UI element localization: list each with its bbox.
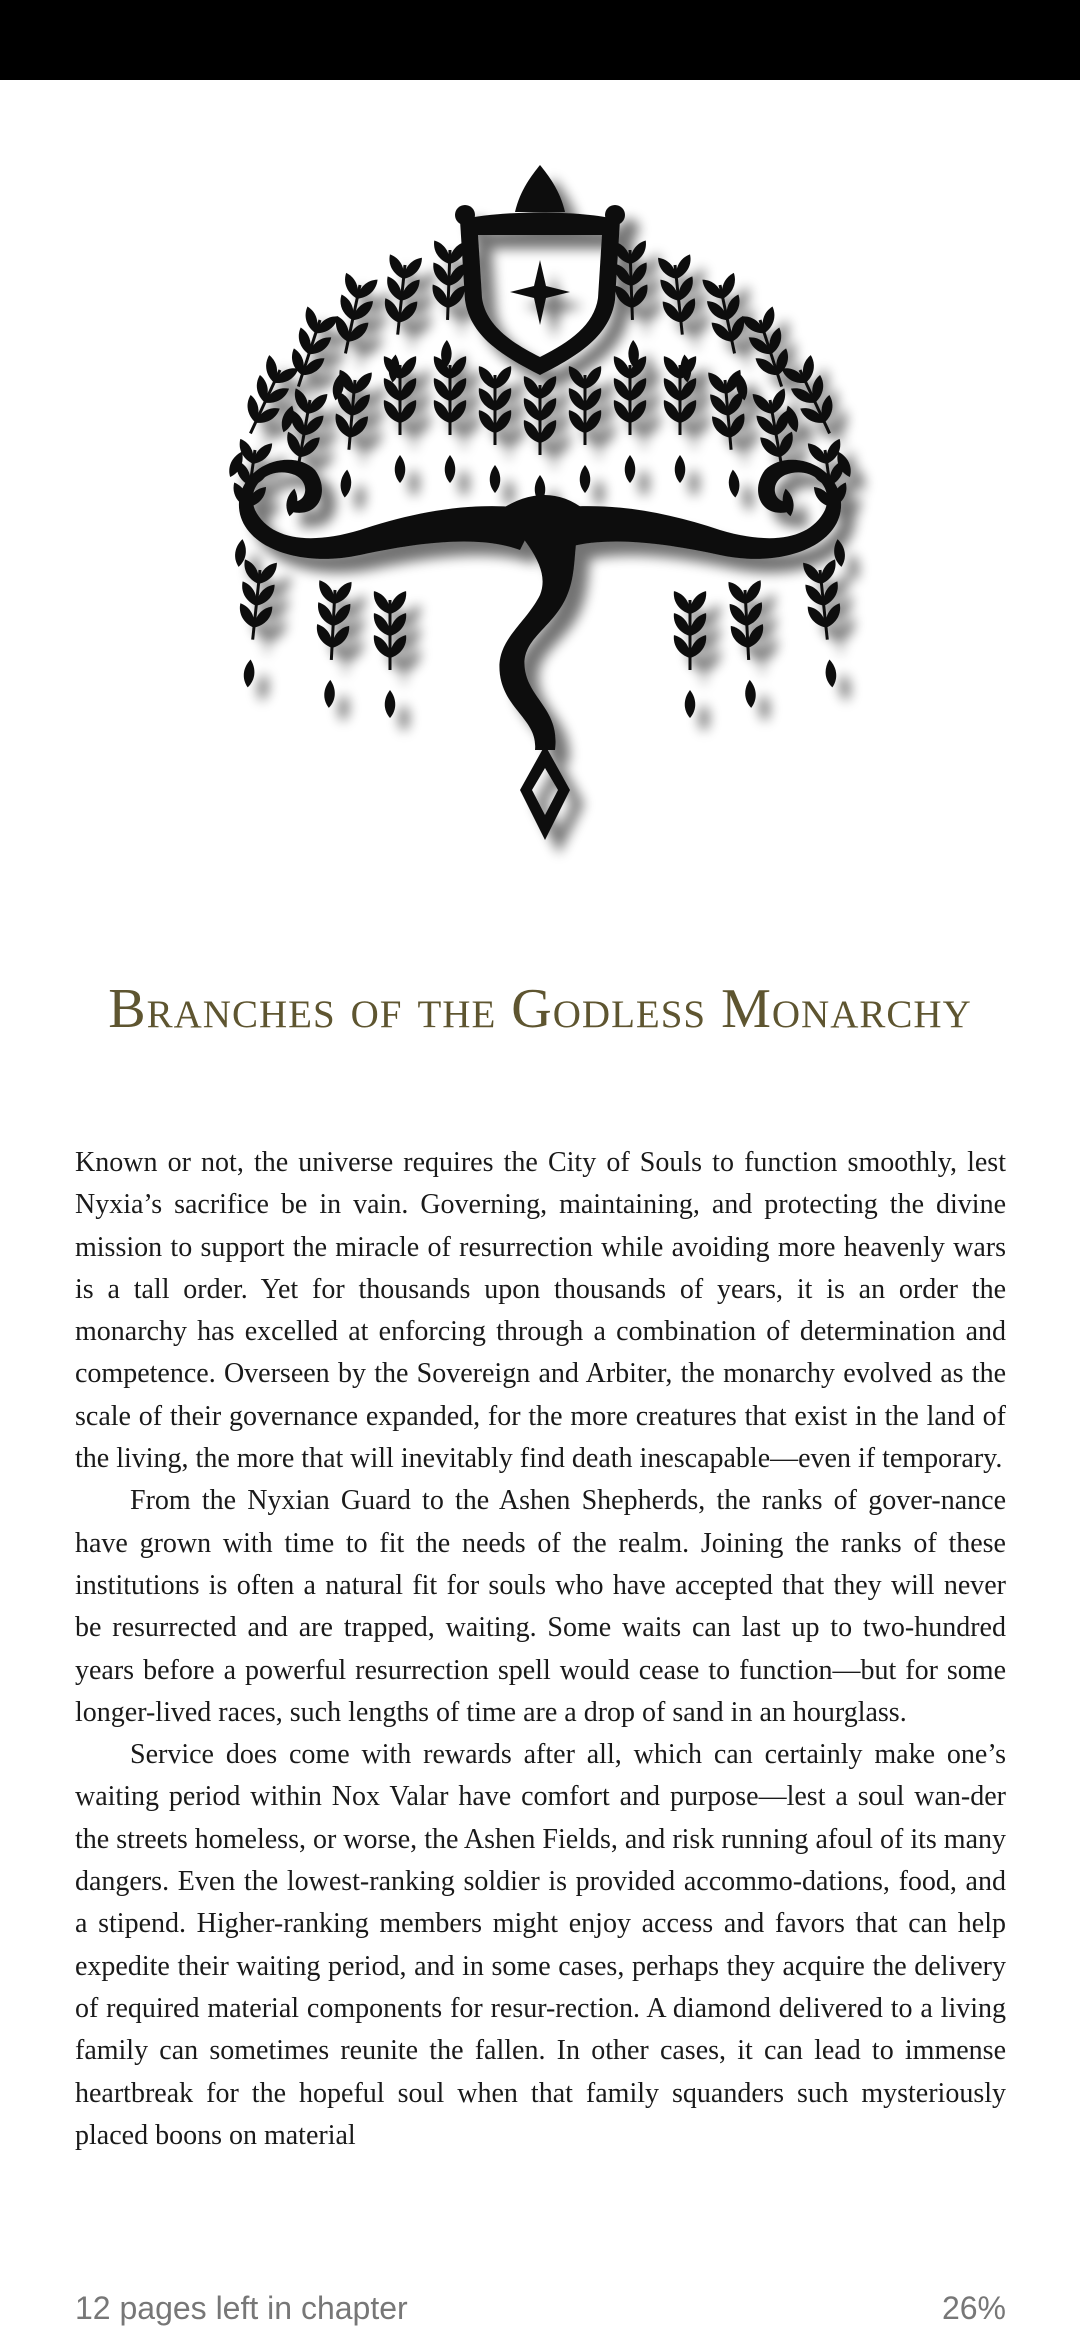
tree-shield-emblem-icon	[0, 150, 1080, 890]
paragraph: From the Nyxian Guard to the Ashen Shepherds, the ranks of gover-nance have grown with time to fit the needs of the realm. Joining the ranks of these institutions is often a natural fit for souls who have accepted that they will never be resurrected and are trapped, waiting. Some waits can last up to two-hundred years before a powerful resurrection spell would cease to function—but for some longer-lived races, such lengths of time are a drop of sand in an hourglass.	[75, 1485, 1006, 1728]
chapter-body	[75, 1142, 1006, 2242]
chapter-title: Branches of the Godless Monarchy	[108, 978, 972, 1040]
paragraph: Known or not, the universe requires the City of Souls to function smoothly, lest Nyxia’s sacrifice be in vain. Governing, maintaining, and protecting the divine mission to support the miracle of resurrection while avoiding more heavenly wars is a tall order. Yet for thousands upon thousands of years, it is an order the monarchy has excelled at enforcing through a combination of determination and competence. Overseen by the Sovereign and Arbiter, the monarchy evolved as the scale of their governance expanded, for the more creatures that exist in the land of the living, the more that will inevitably find death inescapable—even if temporary.	[75, 1147, 1006, 1475]
paragraph: Service does come with rewards after all, which can certainly make one’s waiting period within Nox Valar have comfort and purpose—lest a soul wan-der the streets homeless, or worse, the Ashen Fields, and risk running afoul of its many dangers. Even the lowest-ranking soldier is provided accommo-dations, food, and a stipend. Higher-ranking members might enjoy access and favors that can help expedite their waiting period, and in some cases, perhaps they acquire the delivery of required material components for resur-rection. A diamond delivered to a living family can sometimes reunite the fallen. In other cases, it can lead to immense heartbreak for the hopeful soul when that family squanders such mysteriously placed boons on material	[75, 1739, 1006, 2151]
pages-left-in-chapter: 12 pages left in chapter	[75, 2290, 408, 2326]
status-bar	[0, 0, 1080, 80]
reading-progress-footer	[75, 2290, 1006, 2334]
progress-percent: 26%	[941, 2290, 1006, 2326]
